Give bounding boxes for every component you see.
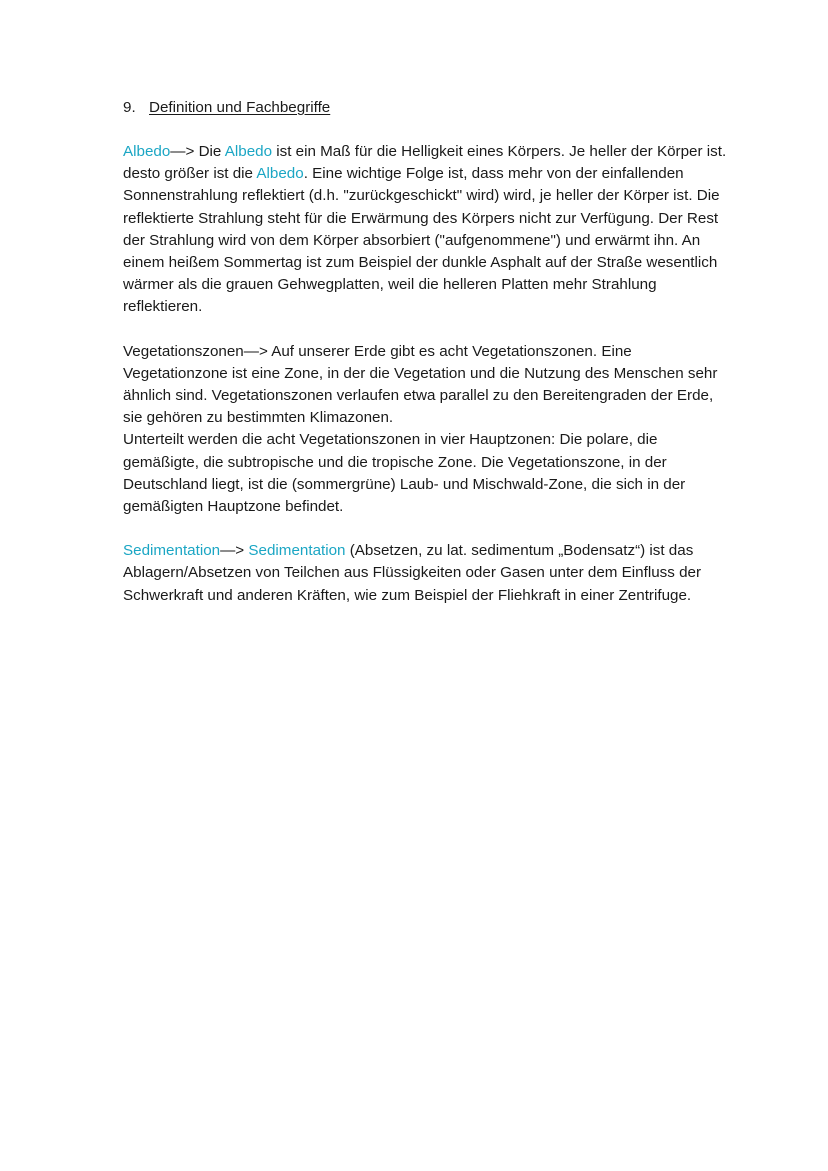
section-number: 9. (123, 99, 136, 116)
albedo-term: Albedo (123, 143, 171, 160)
sedimentation-paragraph (123, 540, 728, 607)
vegetation-text-1: Vegetationszonen—> Auf unserer Erde gibt es acht Vegetationszonen. Eine Vegetationzone ist eine Zone, in der die Vegetation und die Nutzung des Menschen sehr ähnlich sind. Vegetationszonen verlaufen etwa parallel zu den Bereitengraden der Erde, sie gehören zu bestimmten Klimazonen. (123, 342, 718, 427)
sedimentation-text-2: (Absetzen, zu lat. sedimentum „Bodensatz“) ist das Ablagern/Absetzen von Teilchen aus Flüssigkeiten oder Gasen unter dem Einfluss der Schwerkraft und anderen Kräften, wie zum Beispiel der Fliehkraft in einer Zentrifuge. (123, 542, 702, 604)
vegetation-text-2: Unterteilt werden die acht Vegetationszonen in vier Hauptzonen: Die polare, die gemäßigte, die subtropische und die tropische Zone. Die Vegetationszone, in der Deutschland liegt, ist die (sommergrüne) Laub- und Mischwald-Zone, die sich in der gemäßigten Hauptzone befindet. (123, 431, 686, 516)
section-heading (123, 97, 728, 119)
document-page (123, 97, 728, 629)
albedo-text-3: . Eine wichtige Folge ist, dass mehr von der einfallenden Sonnenstrahlung reflektiert (d.h. "zurückgeschickt" wird) wird, je heller der Körper ist. Die reflektierte Strahlung steht für die Erwärmung des Körpers nicht zur Verfügung. Der Rest der Strahlung wird von dem Körper absorbiert ("aufgenommene") und erwärmt ihn. An einem heißem Sommertag ist zum Beispiel der dunkle Asphalt auf der Straße wesentlich wärmer als die grauen Gehwegplatten, weil die helleren Platten mehr Strahlung reflektieren. (123, 165, 720, 316)
albedo-arrow: —> (170, 143, 195, 160)
albedo-text-1: Die (194, 143, 225, 160)
sedimentation-term-2: Sedimentation (248, 542, 346, 560)
sedimentation-arrow: —> (220, 542, 245, 560)
albedo-text-2: ist ein Maß für die Helligkeit eines Körpers. Je heller der Körper ist. desto größer ist die (123, 143, 727, 183)
vegetation-paragraph (123, 341, 728, 519)
albedo-term-3: Albedo (256, 165, 304, 183)
section-title: Definition und Fachbegriffe (149, 99, 331, 116)
sedimentation-term: Sedimentation (123, 542, 221, 560)
albedo-term-2: Albedo (224, 143, 273, 160)
albedo-paragraph (123, 141, 728, 319)
